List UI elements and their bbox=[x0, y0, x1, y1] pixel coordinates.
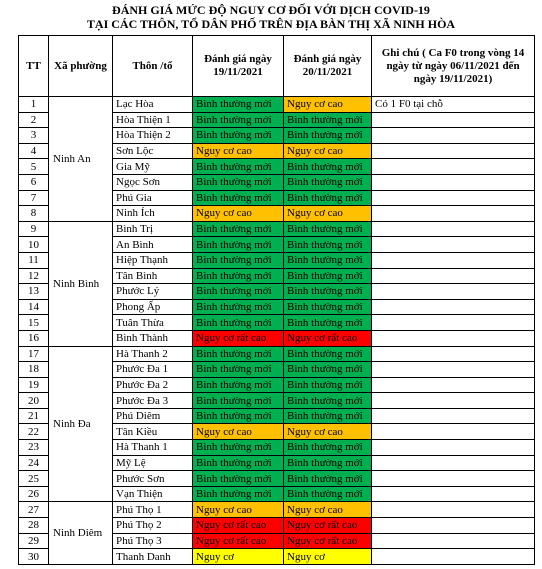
row-number: 30 bbox=[19, 549, 49, 565]
village-name: Hòa Thiện 2 bbox=[113, 128, 193, 144]
eval-19-11: Nguy cơ rất cao bbox=[193, 533, 284, 549]
eval-20-11: Bình thường mới bbox=[284, 221, 372, 237]
eval-19-11: Bình thường mới bbox=[193, 408, 284, 424]
row-number: 28 bbox=[19, 518, 49, 534]
village-name: Vạn Thiện bbox=[113, 486, 193, 502]
row-number: 10 bbox=[19, 237, 49, 253]
eval-20-11: Bình thường mới bbox=[284, 440, 372, 456]
eval-19-11: Bình thường mới bbox=[193, 299, 284, 315]
village-name: Hà Thanh 1 bbox=[113, 440, 193, 456]
eval-19-11: Bình thường mới bbox=[193, 128, 284, 144]
eval-19-11: Bình thường mới bbox=[193, 377, 284, 393]
row-number: 14 bbox=[19, 299, 49, 315]
eval-19-11: Bình thường mới bbox=[193, 97, 284, 113]
note-cell bbox=[372, 502, 535, 518]
note-cell bbox=[372, 159, 535, 175]
table-header-row bbox=[19, 36, 535, 97]
note-cell bbox=[372, 549, 535, 565]
table-row bbox=[19, 502, 535, 518]
eval-20-11: Bình thường mới bbox=[284, 455, 372, 471]
eval-20-11: Bình thường mới bbox=[284, 299, 372, 315]
row-number: 18 bbox=[19, 362, 49, 378]
row-number: 23 bbox=[19, 440, 49, 456]
eval-20-11: Nguy cơ cao bbox=[284, 502, 372, 518]
eval-19-11: Nguy cơ rất cao bbox=[193, 518, 284, 534]
village-name: Phước Đa 1 bbox=[113, 362, 193, 378]
village-name: Phú Gia bbox=[113, 190, 193, 206]
eval-19-11: Nguy cơ bbox=[193, 549, 284, 565]
village-name: Phú Diêm bbox=[113, 408, 193, 424]
eval-19-11: Nguy cơ rất cao bbox=[193, 330, 284, 346]
eval-19-11: Bình thường mới bbox=[193, 315, 284, 331]
village-name: Gia Mỹ bbox=[113, 159, 193, 175]
village-name: Tân Kiều bbox=[113, 424, 193, 440]
row-number: 7 bbox=[19, 190, 49, 206]
header-ward: Xã phường bbox=[49, 36, 113, 97]
eval-19-11: Bình thường mới bbox=[193, 393, 284, 409]
village-name: Phú Thọ 1 bbox=[113, 502, 193, 518]
eval-20-11: Bình thường mới bbox=[284, 408, 372, 424]
eval-19-11: Nguy cơ cao bbox=[193, 206, 284, 222]
note-cell bbox=[372, 362, 535, 378]
note-cell bbox=[372, 408, 535, 424]
eval-19-11: Bình thường mới bbox=[193, 362, 284, 378]
eval-19-11: Bình thường mới bbox=[193, 174, 284, 190]
note-cell bbox=[372, 174, 535, 190]
note-cell bbox=[372, 237, 535, 253]
note-cell: Có 1 F0 tại chỗ bbox=[372, 97, 535, 113]
table-row bbox=[19, 97, 535, 113]
header-note: Ghi chú ( Ca F0 trong vòng 14 ngày từ ngày 06/11/2021 đến ngày 19/11/2021) bbox=[372, 36, 535, 97]
row-number: 27 bbox=[19, 502, 49, 518]
village-name: Phong Ấp bbox=[113, 299, 193, 315]
eval-19-11: Bình thường mới bbox=[193, 221, 284, 237]
eval-20-11: Bình thường mới bbox=[284, 346, 372, 362]
note-cell bbox=[372, 284, 535, 300]
row-number: 3 bbox=[19, 128, 49, 144]
eval-20-11: Bình thường mới bbox=[284, 128, 372, 144]
eval-20-11: Bình thường mới bbox=[284, 237, 372, 253]
eval-19-11: Nguy cơ cao bbox=[193, 143, 284, 159]
row-number: 17 bbox=[19, 346, 49, 362]
note-cell bbox=[372, 377, 535, 393]
village-name: Ngọc Sơn bbox=[113, 174, 193, 190]
note-cell bbox=[372, 221, 535, 237]
eval-20-11: Bình thường mới bbox=[284, 284, 372, 300]
table-row bbox=[19, 221, 535, 237]
eval-20-11: Nguy cơ bbox=[284, 549, 372, 565]
row-number: 25 bbox=[19, 471, 49, 487]
ward-name: Ninh An bbox=[49, 97, 113, 222]
village-name: Mỹ Lệ bbox=[113, 455, 193, 471]
eval-19-11: Bình thường mới bbox=[193, 486, 284, 502]
eval-20-11: Bình thường mới bbox=[284, 471, 372, 487]
eval-19-11: Bình thường mới bbox=[193, 190, 284, 206]
row-number: 21 bbox=[19, 408, 49, 424]
eval-19-11: Nguy cơ cao bbox=[193, 424, 284, 440]
row-number: 22 bbox=[19, 424, 49, 440]
village-name: Phước Lý bbox=[113, 284, 193, 300]
village-name: Bình Trị bbox=[113, 221, 193, 237]
table-body bbox=[19, 97, 535, 565]
eval-19-11: Bình thường mới bbox=[193, 268, 284, 284]
note-cell bbox=[372, 424, 535, 440]
village-name: An Bình bbox=[113, 237, 193, 253]
document-title-line2: TẠI CÁC THÔN, TỔ DÂN PHỐ TRÊN ĐỊA BÀN THỊ XÃ NINH HÒA bbox=[86, 17, 456, 31]
row-number: 6 bbox=[19, 174, 49, 190]
village-name: Phước Đa 3 bbox=[113, 393, 193, 409]
village-name: Lạc Hòa bbox=[113, 97, 193, 113]
village-name: Phước Đa 2 bbox=[113, 377, 193, 393]
risk-assessment-table bbox=[18, 35, 535, 565]
row-number: 19 bbox=[19, 377, 49, 393]
village-name: Tân Bình bbox=[113, 268, 193, 284]
eval-19-11: Bình thường mới bbox=[193, 112, 284, 128]
note-cell bbox=[372, 252, 535, 268]
eval-20-11: Nguy cơ cao bbox=[284, 143, 372, 159]
eval-19-11: Bình thường mới bbox=[193, 159, 284, 175]
village-name: Hòa Thiện 1 bbox=[113, 112, 193, 128]
row-number: 20 bbox=[19, 393, 49, 409]
eval-20-11: Nguy cơ cao bbox=[284, 424, 372, 440]
eval-20-11: Bình thường mới bbox=[284, 252, 372, 268]
village-name: Hà Thanh 2 bbox=[113, 346, 193, 362]
ward-name: Ninh Đa bbox=[49, 346, 113, 502]
row-number: 16 bbox=[19, 330, 49, 346]
note-cell bbox=[372, 330, 535, 346]
eval-20-11: Nguy cơ cao bbox=[284, 97, 372, 113]
eval-20-11: Nguy cơ rất cao bbox=[284, 330, 372, 346]
note-cell bbox=[372, 455, 535, 471]
village-name: Phú Thọ 2 bbox=[113, 518, 193, 534]
row-number: 29 bbox=[19, 533, 49, 549]
village-name: Hiệp Thạnh bbox=[113, 252, 193, 268]
note-cell bbox=[372, 315, 535, 331]
village-name: Bình Thành bbox=[113, 330, 193, 346]
village-name: Sơn Lộc bbox=[113, 143, 193, 159]
eval-20-11: Bình thường mới bbox=[284, 268, 372, 284]
note-cell bbox=[372, 206, 535, 222]
eval-19-11: Bình thường mới bbox=[193, 471, 284, 487]
note-cell bbox=[372, 190, 535, 206]
eval-20-11: Nguy cơ cao bbox=[284, 206, 372, 222]
eval-20-11: Bình thường mới bbox=[284, 315, 372, 331]
eval-19-11: Nguy cơ cao bbox=[193, 502, 284, 518]
header-eval-20-11: Đánh giá ngày 20/11/2021 bbox=[284, 36, 372, 97]
eval-19-11: Bình thường mới bbox=[193, 440, 284, 456]
note-cell bbox=[372, 112, 535, 128]
village-name: Ninh Ích bbox=[113, 206, 193, 222]
row-number: 26 bbox=[19, 486, 49, 502]
row-number: 8 bbox=[19, 206, 49, 222]
note-cell bbox=[372, 143, 535, 159]
note-cell bbox=[372, 128, 535, 144]
note-cell bbox=[372, 299, 535, 315]
village-name: Thanh Danh bbox=[113, 549, 193, 565]
note-cell bbox=[372, 533, 535, 549]
note-cell bbox=[372, 346, 535, 362]
row-number: 1 bbox=[19, 97, 49, 113]
eval-20-11: Nguy cơ rất cao bbox=[284, 518, 372, 534]
eval-19-11: Bình thường mới bbox=[193, 237, 284, 253]
row-number: 9 bbox=[19, 221, 49, 237]
row-number: 2 bbox=[19, 112, 49, 128]
note-cell bbox=[372, 440, 535, 456]
eval-20-11: Bình thường mới bbox=[284, 486, 372, 502]
row-number: 24 bbox=[19, 455, 49, 471]
note-cell bbox=[372, 471, 535, 487]
header-tt: TT bbox=[19, 36, 49, 97]
eval-20-11: Bình thường mới bbox=[284, 190, 372, 206]
header-village: Thôn /tổ bbox=[113, 36, 193, 97]
row-number: 4 bbox=[19, 143, 49, 159]
village-name: Phước Sơn bbox=[113, 471, 193, 487]
row-number: 11 bbox=[19, 252, 49, 268]
eval-20-11: Bình thường mới bbox=[284, 362, 372, 378]
row-number: 15 bbox=[19, 315, 49, 331]
note-cell bbox=[372, 393, 535, 409]
ward-name: Ninh Bình bbox=[49, 221, 113, 346]
eval-20-11: Bình thường mới bbox=[284, 159, 372, 175]
eval-20-11: Nguy cơ rất cao bbox=[284, 533, 372, 549]
eval-20-11: Bình thường mới bbox=[284, 112, 372, 128]
eval-20-11: Bình thường mới bbox=[284, 174, 372, 190]
table-row bbox=[19, 346, 535, 362]
eval-19-11: Bình thường mới bbox=[193, 284, 284, 300]
eval-20-11: Bình thường mới bbox=[284, 393, 372, 409]
row-number: 5 bbox=[19, 159, 49, 175]
village-name: Tuân Thừa bbox=[113, 315, 193, 331]
row-number: 13 bbox=[19, 284, 49, 300]
eval-20-11: Bình thường mới bbox=[284, 377, 372, 393]
header-eval-19-11: Đánh giá ngày 19/11/2021 bbox=[193, 36, 284, 97]
eval-19-11: Bình thường mới bbox=[193, 455, 284, 471]
eval-19-11: Bình thường mới bbox=[193, 252, 284, 268]
note-cell bbox=[372, 518, 535, 534]
ward-name: Ninh Diêm bbox=[49, 502, 113, 564]
note-cell bbox=[372, 486, 535, 502]
eval-19-11: Bình thường mới bbox=[193, 346, 284, 362]
row-number: 12 bbox=[19, 268, 49, 284]
note-cell bbox=[372, 268, 535, 284]
village-name: Phú Thọ 3 bbox=[113, 533, 193, 549]
document-title-line1: ĐÁNH GIÁ MỨC ĐỘ NGUY CƠ ĐỐI VỚI DỊCH COVID-19 bbox=[112, 3, 430, 17]
